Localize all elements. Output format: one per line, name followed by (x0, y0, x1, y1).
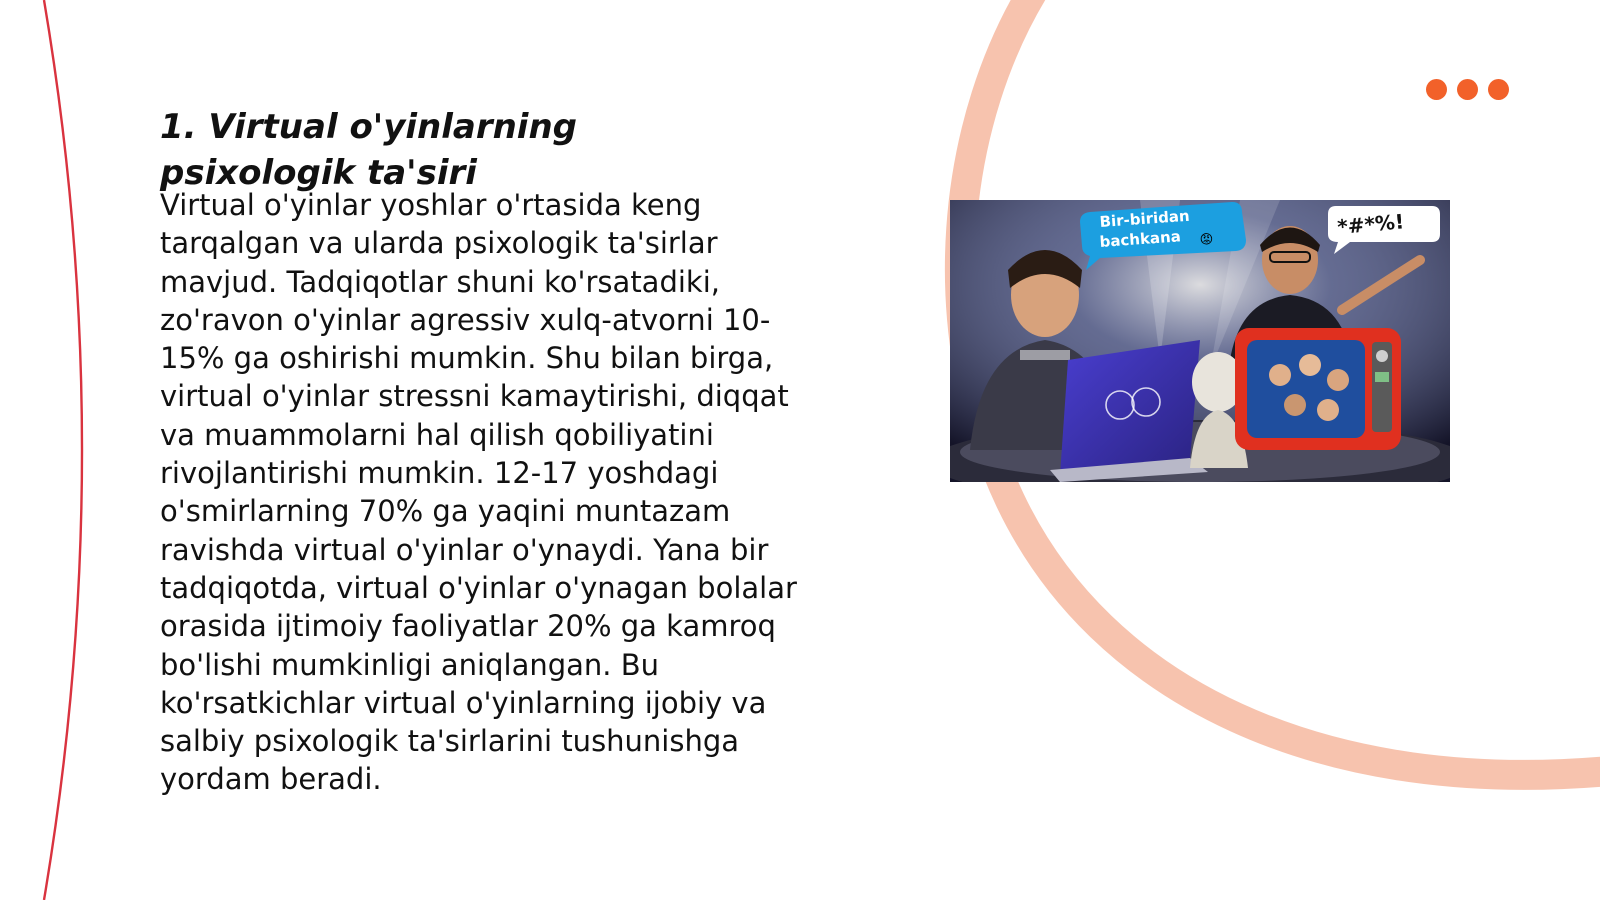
decorative-dots (1426, 79, 1512, 101)
dot-icon (1426, 79, 1447, 100)
laptop-figure (1050, 340, 1208, 482)
slide-title: 1. Virtual o'yinlarning psixologik ta'siri (160, 107, 577, 193)
illustration-graphic (950, 200, 1450, 482)
illustration-image (950, 200, 1450, 482)
decorative-left-line (44, 0, 82, 900)
dot-icon (1457, 79, 1478, 100)
angry-face-icon: 😡 (1199, 232, 1214, 248)
bubble-text-line2: bachkana (1099, 227, 1182, 251)
censored-text: *#*%! (1336, 209, 1406, 239)
bubble-text-line1: Bir-biridan (1099, 206, 1191, 231)
dot-icon (1488, 79, 1509, 100)
slide-body-text: Virtual o'yinlar yoshlar o'rtasida keng tarqalgan va ularda psixologik ta'sirlar mavjud. Tadqiqotlar shuni ko'rsatadiki, zo'ravon o'yinlar agressiv xulq-atvorni 10-15% ga oshirishi mumkin. Shu bilan birga, virtual o'yinlar stressni kamaytirishi, diqqat va muammolarni hal qilish qobiliyatini rivojlantirishi mumkin. 12-17 yoshdagi o'smirlarning 70% ga yaqini muntazam ravishda virtual o'yinlar o'ynaydi. Yana bir tadqiqotda, virtual o'yinlar o'ynagan bolalar orasida ijtimoiy faoliyatlar 20% ga kamroq bo'lishi mumkinligi aniqlangan. Bu ko'rsatkichlar virtual o'yinlarning ijobiy va salbiy psixologik ta'sirlarini tushunishga yordam beradi. (160, 188, 797, 797)
tv-figure (1235, 328, 1401, 450)
